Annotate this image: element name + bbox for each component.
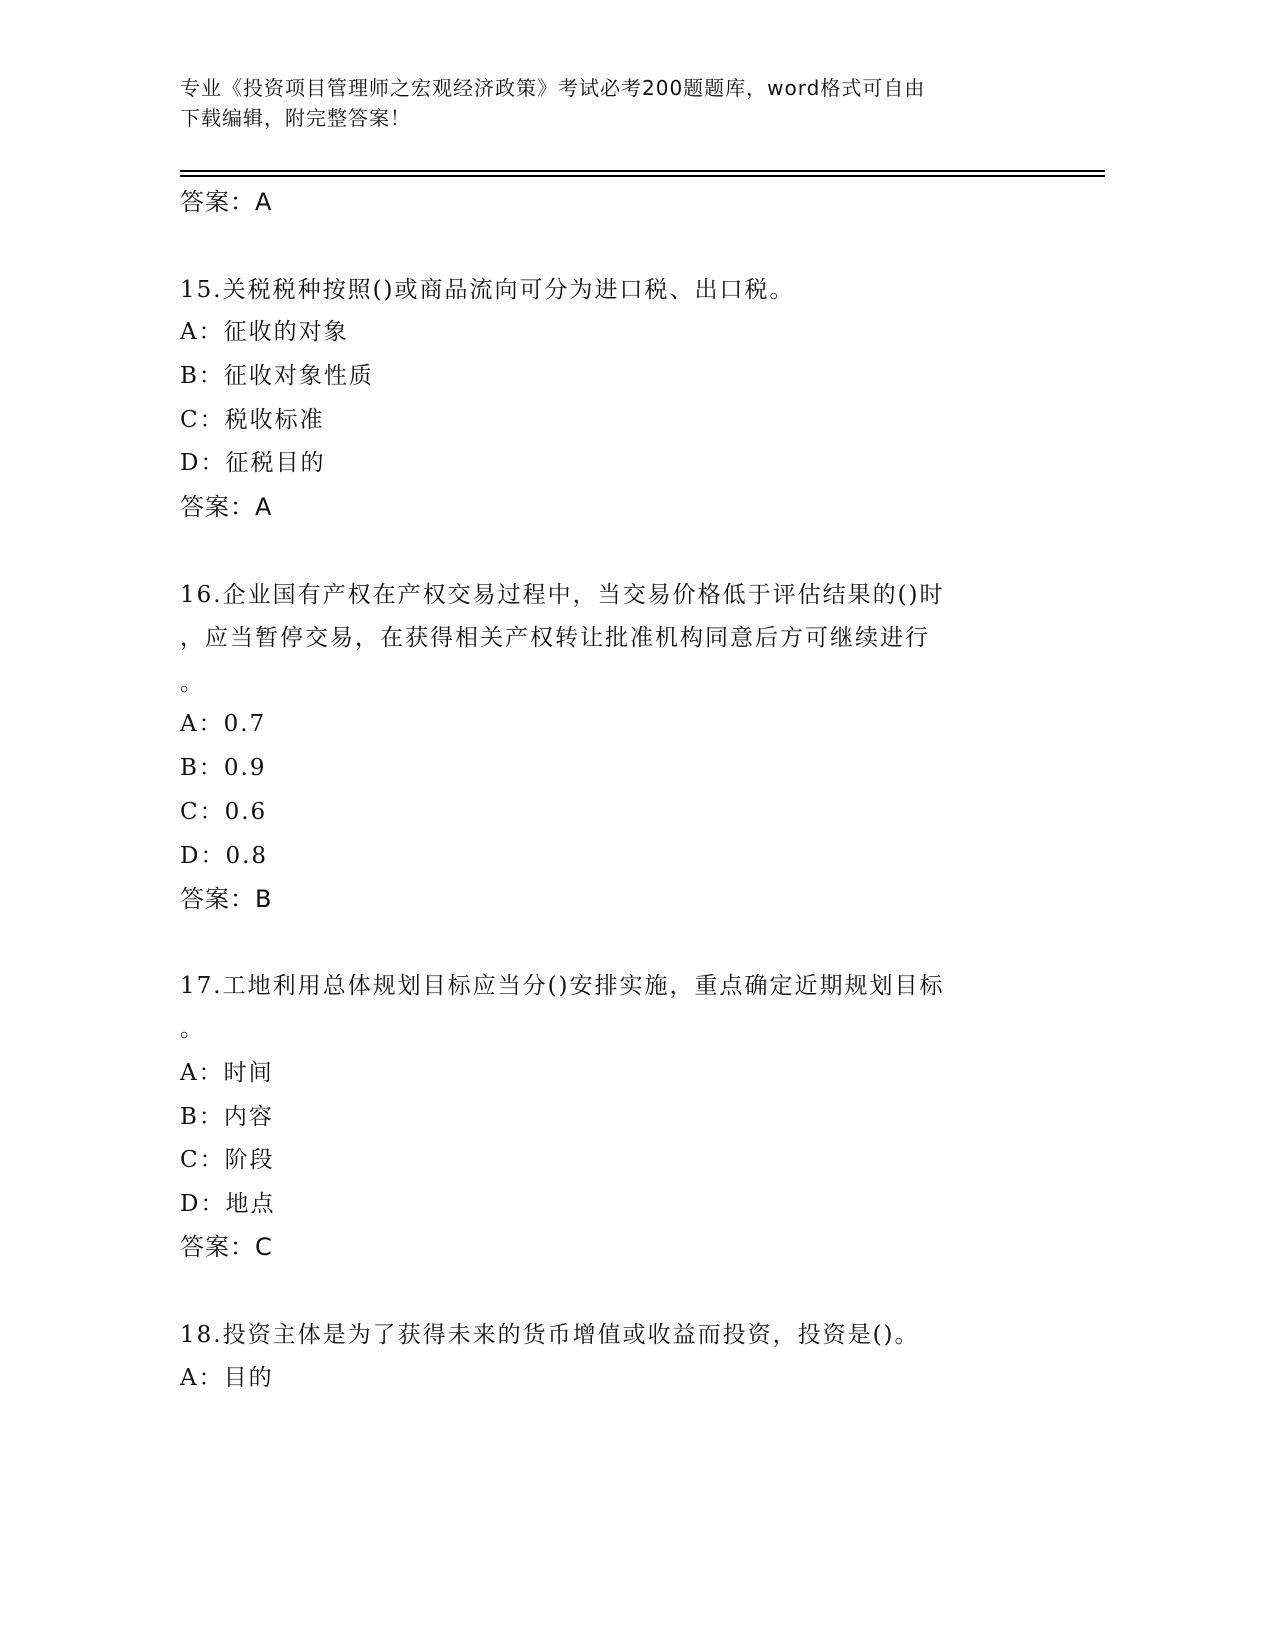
question-15-option-d: D：征税目的 (180, 450, 326, 476)
question-15-option-a: A：征收的对象 (180, 319, 349, 345)
question-17-stem-2: 。 (180, 1016, 205, 1042)
answer-14: 答案：A (180, 188, 273, 216)
question-17-answer: 答案：C (180, 1233, 273, 1261)
question-16-stem-2: ，应当暂停交易，在获得相关产权转让批准机构同意后方可继续进行 (180, 625, 930, 651)
question-15-option-c: C：税收标准 (180, 407, 325, 433)
question-16-option-c: C：0.6 (180, 799, 268, 825)
question-17-stem-1: 17.工地利用总体规划目标应当分()安排实施，重点确定近期规划目标 (180, 973, 945, 999)
question-15-answer: 答案：A (180, 493, 273, 521)
header-line-2: 下载编辑，附完整答案！ (180, 106, 411, 130)
question-17-option-a: A：时间 (180, 1060, 274, 1086)
question-16-stem-3: 。 (180, 670, 205, 696)
question-16-option-d: D：0.8 (180, 843, 269, 869)
header-rule-top (180, 170, 1105, 172)
question-17-option-b: B：内容 (180, 1104, 274, 1130)
question-15-stem: 15.关税税种按照()或商品流向可分为进口税、出口税。 (180, 277, 795, 303)
question-16-option-b: B：0.9 (180, 755, 267, 781)
question-16-stem-1: 16.企业国有产权在产权交易过程中，当交易价格低于评估结果的()时 (180, 582, 945, 608)
header-line-1: 专业《投资项目管理师之宏观经济政策》考试必考200题题库，word格式可自由 (180, 76, 926, 100)
question-18-option-a: A：目的 (180, 1365, 274, 1391)
question-17-option-c: C：阶段 (180, 1147, 275, 1173)
question-15-option-b: B：征收对象性质 (180, 363, 374, 389)
header-rule-bottom (180, 175, 1105, 177)
question-18-stem: 18.投资主体是为了获得未来的货币增值或收益而投资，投资是()。 (180, 1322, 920, 1348)
question-16-option-a: A：0.7 (180, 711, 267, 737)
question-17-option-d: D：地点 (180, 1191, 276, 1217)
question-16-answer: 答案：B (180, 885, 273, 913)
